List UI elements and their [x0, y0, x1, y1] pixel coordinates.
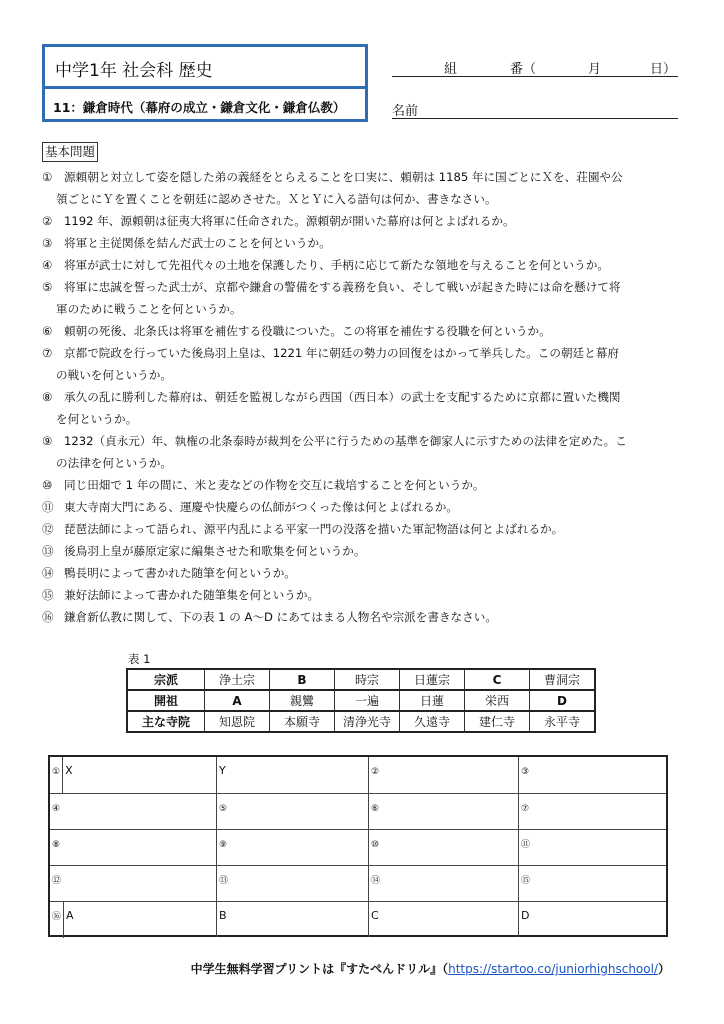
table-cell: 久遠寺 — [400, 711, 465, 732]
question-text-line: 後鳥羽上皇が藤原定家に編集させた和歌集を何というか。 — [64, 544, 366, 558]
question-number: ⑤ — [42, 280, 53, 294]
answer-box-label: ⑫ — [52, 876, 62, 886]
question-item — [42, 606, 682, 628]
table-cell: 日蓮 — [400, 690, 465, 711]
table-cell: 時宗 — [335, 669, 400, 690]
question-number: ⑦ — [42, 346, 53, 360]
question-item — [42, 584, 682, 606]
answer-box-label: ⑥ — [371, 804, 380, 814]
question-text-line: 東大寺南大門にある、運慶や快慶らの仏師がつくった像は何とよばれるか。 — [64, 500, 458, 514]
day-label: 日） — [650, 62, 677, 77]
question-number: ⑩ — [42, 478, 53, 492]
question-number: ⑪ — [42, 500, 54, 514]
answer-box[interactable] — [518, 866, 666, 901]
table-cell: 建仁寺 — [465, 711, 530, 732]
answer-box[interactable] — [50, 830, 216, 865]
answer-box-label: ③ — [521, 767, 530, 777]
question-text-line: 将軍と主従関係を結んだ武士のことを何というか。 — [64, 236, 331, 250]
section-label: 基本問題 — [42, 142, 98, 162]
question-number: ⑮ — [42, 588, 54, 602]
question-number: ⑨ — [42, 434, 53, 448]
answer-box-label: ⑪ — [521, 840, 531, 850]
table-cell: A — [205, 690, 270, 711]
table-row-header: 宗派 — [127, 669, 205, 690]
table-cell: 知恩院 — [205, 711, 270, 732]
answer-box[interactable] — [518, 902, 666, 937]
answer-box-label: X — [62, 757, 73, 793]
question-text-line: 琵琶法師によって語られ、源平内乱による平家一門の没落を描いた軍記物語は何とよばれるか。 — [64, 522, 564, 536]
question-item — [42, 166, 682, 210]
answer-box[interactable] — [368, 902, 518, 937]
table-cell: 親鸞 — [270, 690, 335, 711]
answer-box-label: ⑦ — [521, 804, 530, 814]
footer-close: ） — [657, 962, 670, 976]
answer-box-label: ⑮ — [521, 876, 531, 886]
table-cell: 日蓮宗 — [400, 669, 465, 690]
answer-box-label: ② — [371, 767, 380, 777]
answer-box[interactable] — [368, 757, 518, 793]
table-cell: 本願寺 — [270, 711, 335, 732]
question-text-line: 1232（貞永元）年、執権の北条泰時が裁判を公平に行うための基準を御家人に示すための法律を定めた。こ — [64, 434, 627, 448]
answer-box[interactable] — [216, 757, 368, 793]
question-text-line: 源頼朝と対立して姿を隠した弟の義経をとらえることを口実に、頼朝は 1185 年に国ごとにＸを、荘園や公 — [64, 170, 623, 184]
question-text-line: の法律を何というか。 — [56, 456, 172, 470]
question-number: ② — [42, 214, 53, 228]
question-text-line: 頼朝の死後、北条氏は将軍を補佐する役職についた。この将軍を補佐する役職を何というか。 — [64, 324, 551, 338]
answer-box[interactable] — [50, 902, 216, 937]
question-item — [42, 386, 682, 430]
answer-box[interactable] — [518, 830, 666, 865]
answer-box-label: ⑩ — [371, 840, 380, 850]
question-text-line: 将軍が武士に対して先祖代々の土地を保護したり、手柄に応じて新たな領地を与えることを何というか。 — [64, 258, 609, 272]
question-item — [42, 474, 682, 496]
question-text-line: 承久の乱に勝利した幕府は、朝廷を監視しながら西国（西日本）の武士を支配するために京都に置いた機関 — [64, 390, 621, 404]
table-row-header: 開祖 — [127, 690, 205, 711]
table-cell: 清浄光寺 — [335, 711, 400, 732]
answer-box[interactable] — [368, 830, 518, 865]
table-caption: 表 1 — [128, 652, 151, 666]
table-cell: 曹洞宗 — [530, 669, 596, 690]
question-number: ④ — [42, 258, 53, 272]
question-text-line: を何というか。 — [56, 412, 138, 426]
answer-box[interactable] — [518, 757, 666, 793]
question-number: ⑭ — [42, 566, 54, 580]
answer-box[interactable] — [216, 830, 368, 865]
answer-box-label: D — [521, 909, 530, 922]
answer-box[interactable] — [518, 794, 666, 829]
answer-box-label: A — [63, 902, 74, 938]
answer-box-label: ① — [52, 767, 61, 777]
answer-row — [50, 901, 666, 937]
class-ban-label: 番（ — [510, 62, 537, 77]
answer-box-label: ⑧ — [52, 840, 61, 850]
answer-box-label: ⑤ — [219, 804, 228, 814]
footer-text: 中学生無料学習プリントは『すたぺんドリル』（ — [190, 962, 449, 976]
question-text-line: 将軍に忠誠を誓った武士が、京都や鎌倉の警備をする義務を負い、そして戦いが起きた時には命を懸けて将 — [64, 280, 621, 294]
question-number: ⑬ — [42, 544, 54, 558]
class-number-date-line — [392, 58, 678, 77]
answer-box-label: ④ — [52, 804, 61, 814]
question-item — [42, 342, 682, 386]
footer — [0, 960, 670, 977]
question-number: ⑫ — [42, 522, 54, 536]
answer-box[interactable] — [50, 794, 216, 829]
question-text-line: 鎌倉新仏教に関して、下の表 1 の A～D にあてはまる人物名や宗派を書きなさい。 — [64, 610, 497, 624]
class-kumi-label: 組 — [444, 62, 458, 77]
page-subtitle: 11：鎌倉時代（幕府の成立・鎌倉文化・鎌倉仏教） — [53, 100, 346, 115]
question-number: ① — [42, 170, 53, 184]
answer-box[interactable] — [50, 757, 216, 793]
table-cell: D — [530, 690, 596, 711]
question-text-line: 1192 年、源頼朝は征夷大将軍に任命された。源頼朝が開いた幕府は何とよばれるか。 — [64, 214, 515, 228]
table-cell: 永平寺 — [530, 711, 596, 732]
table-cell: 栄西 — [465, 690, 530, 711]
answer-box[interactable] — [216, 794, 368, 829]
question-item — [42, 276, 682, 320]
question-text-line: の戦いを何というか。 — [56, 368, 172, 382]
question-number: ⑧ — [42, 390, 53, 404]
question-number: ⑥ — [42, 324, 53, 338]
question-item — [42, 562, 682, 584]
table-row — [127, 711, 595, 732]
name-label: 名前 — [392, 104, 419, 119]
table-cell: B — [270, 669, 335, 690]
answer-box-label: B — [219, 909, 227, 922]
answer-box-label: Y — [219, 764, 226, 777]
table-row-header: 主な寺院 — [127, 711, 205, 732]
page-title: 中学1年 社会科 歴史 — [45, 47, 365, 89]
answer-row — [50, 865, 666, 901]
question-item — [42, 210, 682, 232]
footer-link[interactable]: https://startoo.co/juniorhighschool/ — [448, 962, 658, 976]
table-cell: 浄土宗 — [205, 669, 270, 690]
title-box — [42, 44, 368, 122]
table-row — [127, 690, 595, 711]
answer-row — [50, 793, 666, 829]
answer-box[interactable] — [368, 866, 518, 901]
question-text-line: 同じ田畑で 1 年の間に、米と麦などの作物を交互に栽培することを何というか。 — [64, 478, 485, 492]
table-row — [127, 669, 595, 690]
question-item — [42, 320, 682, 342]
answer-box-label: ⑬ — [219, 876, 229, 886]
buddhism-sect-table — [126, 668, 596, 733]
answer-box-label: ⑯ — [52, 912, 62, 922]
question-text-line: 兼好法師によって書かれた随筆集を何というか。 — [64, 588, 320, 602]
answer-box[interactable] — [216, 902, 368, 937]
question-item — [42, 496, 682, 518]
month-label: 月 — [588, 62, 602, 77]
answer-row — [50, 829, 666, 865]
answer-box-label: C — [371, 909, 379, 922]
answer-box-label: ⑨ — [219, 840, 228, 850]
question-text-line: 京都で院政を行っていた後鳥羽上皇は、1221 年に朝廷の勢力の回復をはかって挙兵した。この朝廷と幕府 — [64, 346, 619, 360]
answer-box[interactable] — [368, 794, 518, 829]
table-cell: 一遍 — [335, 690, 400, 711]
question-number: ③ — [42, 236, 53, 250]
question-text-line: 領ごとにＹを置くことを朝廷に認めさせた。ＸとＹに入る語句は何か、書きなさい。 — [56, 192, 497, 206]
question-item — [42, 518, 682, 540]
question-item — [42, 232, 682, 254]
name-line — [392, 100, 678, 119]
question-text-line: 軍のために戦うことを何というか。 — [56, 302, 242, 316]
answer-box-label: ⑭ — [371, 876, 381, 886]
question-item — [42, 254, 682, 276]
answer-box[interactable] — [216, 866, 368, 901]
table-cell: C — [465, 669, 530, 690]
question-text-line: 鴨長明によって書かれた随筆を何というか。 — [64, 566, 296, 580]
answer-grid — [48, 755, 668, 937]
question-item — [42, 430, 682, 474]
answer-row — [50, 757, 666, 793]
answer-box[interactable] — [50, 866, 216, 901]
question-item — [42, 540, 682, 562]
question-number: ⑯ — [42, 610, 54, 624]
